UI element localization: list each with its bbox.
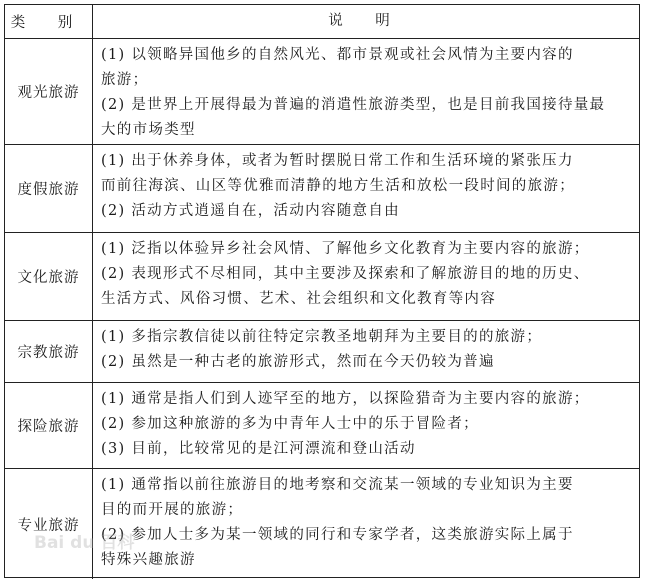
desc-line: 特殊兴趣旅游 (101, 552, 196, 568)
desc-line: (2) 表现形式不尽相同，其中主要涉及探索和了解旅游目的地的历史、 (101, 266, 590, 282)
table-row (5, 39, 639, 145)
table-row (5, 145, 639, 233)
desc-line: 旅游； (101, 72, 149, 88)
desc-line: (3) 目前，比较常见的是江河漂流和登山活动 (101, 441, 416, 457)
table-row (5, 383, 639, 469)
desc-line: (2) 参加人士多为某一领域的同行和专家学者，这类旅游实际上属于 (101, 527, 574, 543)
desc-line: (1) 多指宗教信徒以前往特定宗教圣地朝拜为主要目的的旅游； (101, 329, 543, 345)
desc-line: (1) 以领略异国他乡的自然风光、都市景观或社会风情为主要内容的 (101, 47, 574, 63)
desc-line: (2) 是世界上开展得最为普遍的消遣性旅游类型，也是目前我国接待量最 (101, 97, 606, 113)
travel-types-table (4, 4, 640, 578)
row-description (93, 145, 639, 232)
row-description (93, 383, 639, 468)
desc-line: (2) 活动方式逍遥自在，活动内容随意自由 (101, 203, 400, 219)
header-description: 说 明 (328, 13, 404, 29)
desc-line: 大的市场类型 (101, 122, 196, 138)
table-row (5, 233, 639, 321)
desc-line: (1) 通常指以前往旅游目的地考察和交流某一领域的专业知识为主要 (101, 477, 574, 493)
desc-line: 而前往海滨、山区等优雅而清静的地方生活和放松一段时间的旅游； (101, 178, 575, 194)
row-category: 专业旅游 (5, 469, 93, 579)
baidu-watermark: Bai du 百科 (34, 533, 135, 553)
row-description (93, 321, 639, 382)
row-category: 观光旅游 (5, 39, 93, 144)
row-category: 宗教旅游 (5, 321, 93, 382)
row-category: 度假旅游 (5, 145, 93, 232)
row-description (93, 469, 639, 579)
row-category: 探险旅游 (5, 383, 93, 468)
table-row (5, 469, 639, 579)
desc-line: (1) 通常是指人们到人迹罕至的地方，以探险猎奇为主要内容的旅游； (101, 391, 590, 407)
desc-line: 生活方式、风俗习惯、艺术、社会组织和文化教育等内容 (101, 291, 496, 307)
table-row (5, 321, 639, 383)
row-category: 文化旅游 (5, 233, 93, 320)
desc-line: 目的而开展的旅游； (101, 502, 244, 518)
header-category: 类 别 (5, 5, 93, 38)
desc-line: (2) 参加这种旅游的多为中青年人士中的乐于冒险者； (101, 416, 479, 432)
row-description (93, 39, 639, 144)
desc-line: (2) 虽然是一种古老的旅游形式，然而在今天仍较为普遍 (101, 354, 495, 370)
desc-line: (1) 泛指以体验异乡社会风情、了解他乡文化教育为主要内容的旅游； (101, 241, 590, 257)
table-header-row (5, 5, 639, 39)
row-description (93, 233, 639, 320)
desc-line: (1) 出于休养身体，或者为暂时摆脱日常工作和生活环境的紧张压力 (101, 153, 574, 169)
